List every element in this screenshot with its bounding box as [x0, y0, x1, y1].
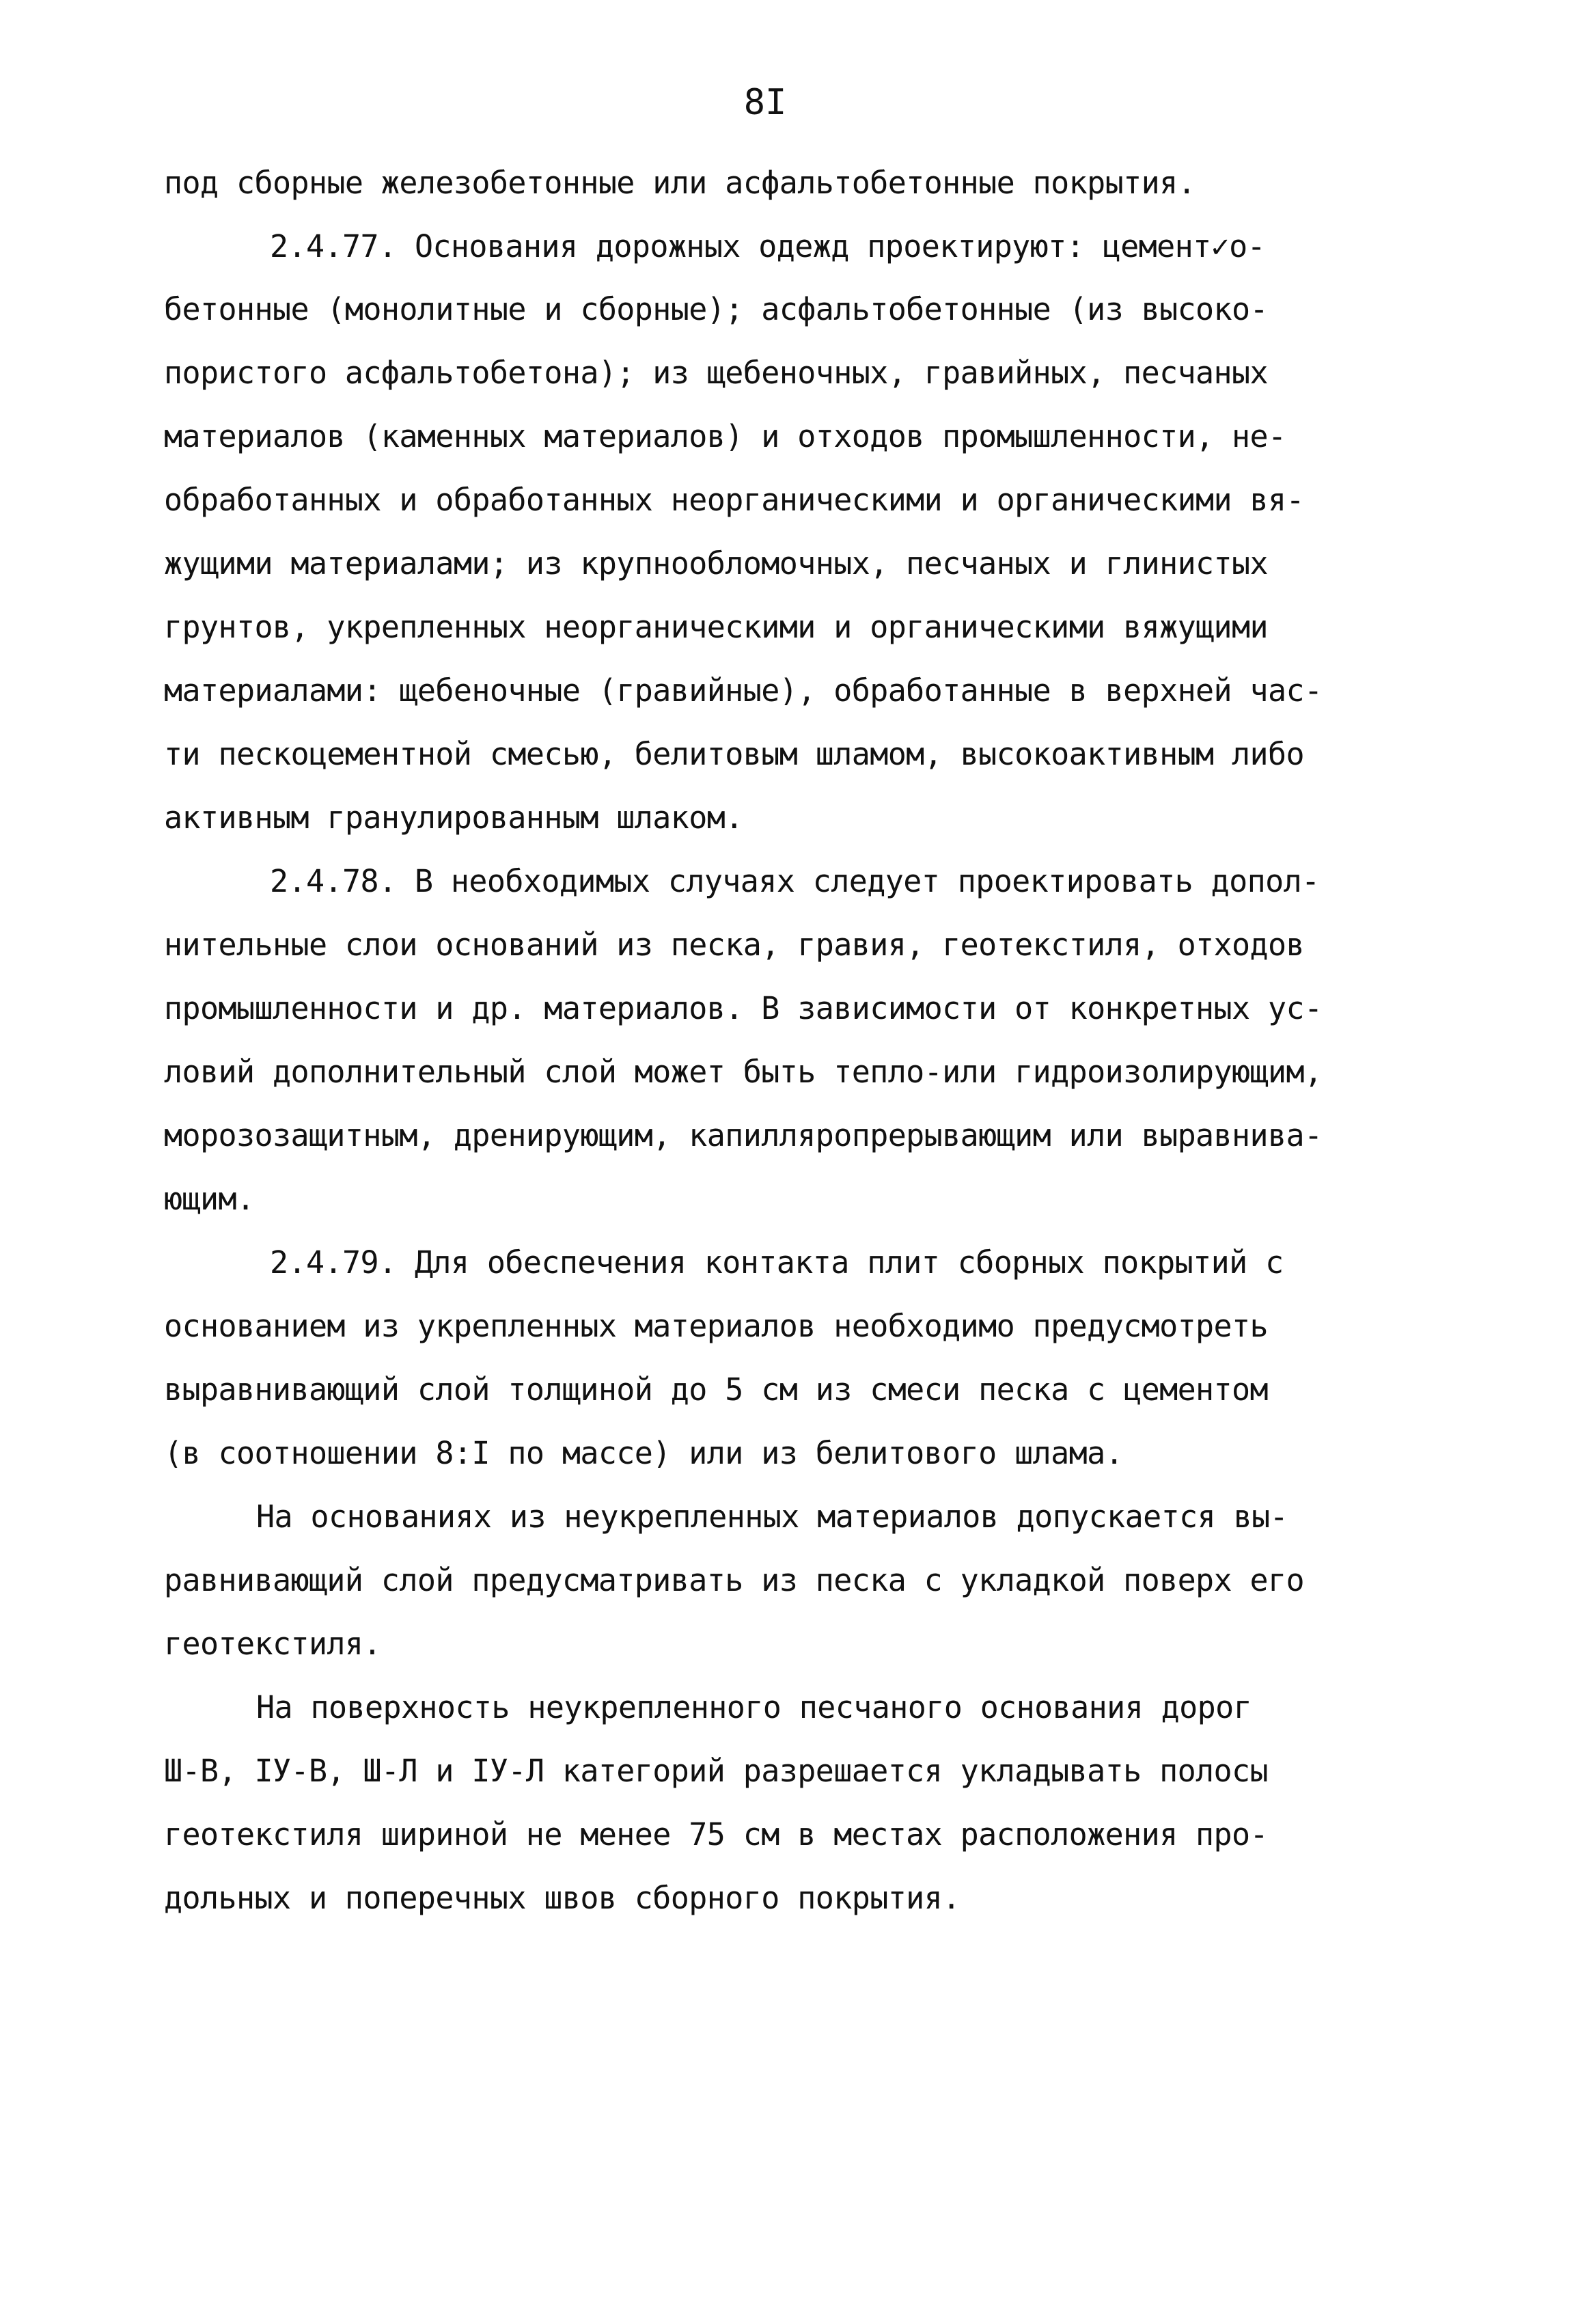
text-line: промышленности и др. материалов. В зависимости от конкретных ус-: [164, 990, 1323, 1026]
text-line: 2.4.77. Основания дорожных одежд проектируют: цемент✓о-: [270, 228, 1266, 264]
text-line: На поверхность неукрепленного песчаного основания дорог: [256, 1689, 1252, 1725]
text-line: 2.4.78. В необходимых случаях следует проектировать допол-: [270, 863, 1320, 899]
text-line: под сборные железобетонные или асфальтобетонные покрытия.: [164, 165, 1196, 201]
text-line: материалами: щебеночные (гравийные), обработанные в верхней час-: [164, 672, 1323, 709]
text-line: дольных и поперечных швов сборного покрытия.: [164, 1880, 961, 1916]
text-line: геотекстиля.: [164, 1626, 381, 1662]
text-line: пористого асфальтобетона); из щебеночных, гравийных, песчаных: [164, 355, 1269, 391]
text-line: грунтов, укрепленных неорганическими и органическими вяжущими: [164, 609, 1269, 645]
text-line: геотекстиля шириной не менее 75 см в местах расположения про-: [164, 1816, 1269, 1853]
text-line: Ш-В, IУ-В, Ш-Л и IУ-Л категорий разрешается укладывать полосы: [164, 1753, 1269, 1789]
text-line: морозозащитным, дренирующим, капилляропрерывающим или выравнива-: [164, 1117, 1323, 1153]
page-number: 8I: [743, 82, 787, 123]
text-line: На основаниях из неукрепленных материалов допускается вы-: [256, 1499, 1288, 1535]
text-line: ющим.: [164, 1181, 255, 1217]
text-line: 2.4.79. Для обеспечения контакта плит сборных покрытий с: [270, 1244, 1284, 1281]
text-line: ти пескоцементной смесью, белитовым шламом, высокоактивным либо: [164, 736, 1305, 772]
text-line: материалов (каменных материалов) и отходов промышленности, не-: [164, 418, 1286, 454]
text-line: нительные слои оснований из песка, гравия, геотекстиля, отходов: [164, 927, 1305, 963]
text-line: активным гранулированным шлаком.: [164, 799, 743, 836]
text-line: обработанных и обработанных неорганическими и органическими вя-: [164, 482, 1305, 518]
text-line: (в соотношении 8:I по массе) или из белитового шлама.: [164, 1435, 1124, 1471]
text-line: жущими материалами; из крупнообломочных, песчаных и глинистых: [164, 545, 1269, 582]
text-line: ловий дополнительный слой может быть тепло-или гидроизолирующим,: [164, 1054, 1323, 1090]
text-line: бетонные (монолитные и сборные); асфальтобетонные (из высоко-: [164, 291, 1269, 327]
text-line: выравнивающий слой толщиной до 5 см из смеси песка с цементом: [164, 1371, 1269, 1408]
text-line: основанием из укрепленных материалов необходимо предусмотреть: [164, 1308, 1269, 1344]
text-line: равнивающий слой предусматривать из песка с укладкой поверх его: [164, 1562, 1305, 1598]
